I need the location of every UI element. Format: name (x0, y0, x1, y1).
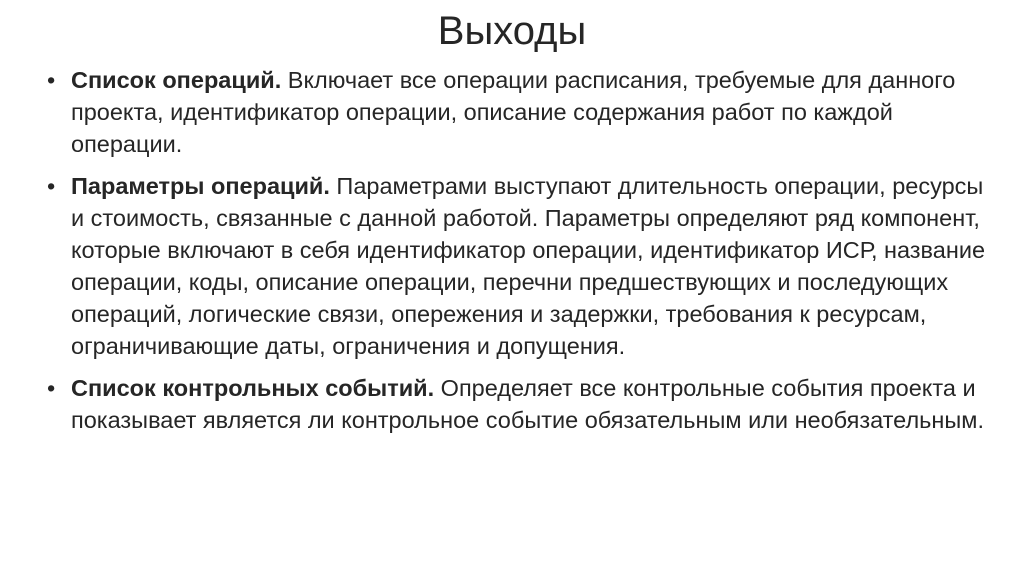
bullet-list (44, 64, 994, 446)
bullet-item-operation-parameters (44, 170, 994, 362)
bullet-icon: • (47, 375, 56, 401)
bullet-item-operations-list (44, 64, 994, 160)
bullet-text: Определяет все контрольные события проекта и показывает является ли контрольное событие обязательным или необязательным. (71, 375, 984, 433)
slide-title: Выходы (437, 9, 587, 53)
bullet-item-milestones-list (44, 372, 994, 436)
bullet-text: Включает все операции расписания, требуемые для данного проекта, идентификатор операции, описание содержания работ по каждой операции. (71, 67, 956, 157)
bullet-icon: • (47, 67, 56, 93)
bullet-text: Параметрами выступают длительность операции, ресурсы и стоимость, связанные с данной работой. Параметры определяют ряд компонент, которые включают в себя идентификатор операции, идентификатор ИСР, название операции, коды, описание операции, перечни предшествующих и последующих операций, логические связи, опережения и задержки, требования к ресурсам, ограничивающие даты, ограничения и допущения. (71, 173, 986, 359)
bullet-term: Список контрольных событий. (71, 375, 435, 401)
bullet-icon: • (47, 173, 56, 199)
bullet-term: Список операций. (71, 67, 282, 93)
bullet-term: Параметры операций. (71, 173, 330, 199)
